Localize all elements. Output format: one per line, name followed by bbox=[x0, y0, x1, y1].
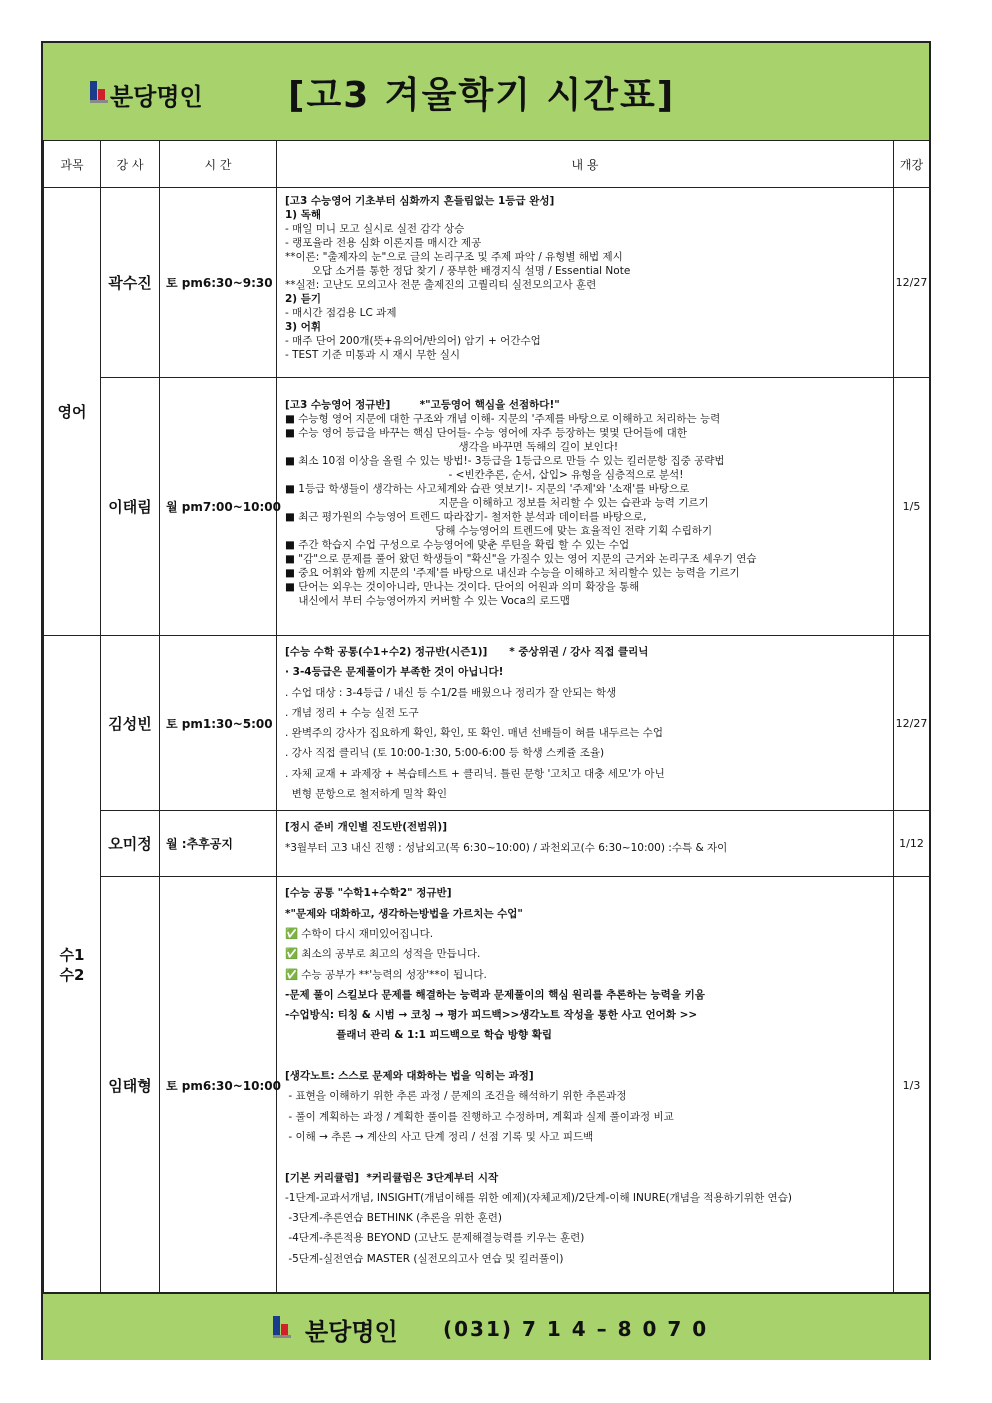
class-description bbox=[277, 636, 894, 811]
description-line: [고3 수능영어 정규반] *"고등영어 핵심을 선점하다!" bbox=[285, 399, 560, 411]
table-row bbox=[44, 188, 930, 378]
class-description bbox=[277, 378, 894, 636]
description-line: ■ 최근 평가원의 수능영어 트렌드 따라잡기- 철저한 분석과 데이터를 바탕으로, bbox=[285, 511, 647, 523]
subject-math bbox=[44, 636, 101, 1294]
class-description bbox=[277, 877, 894, 1294]
description-line: . 자체 교재 + 과제장 + 복습테스트 + 클리닉. 틀린 문항 '고치고 대충 세모'가 아닌 bbox=[285, 767, 665, 780]
description-line: **실전: 고난도 모의고사 전문 출제진의 고퀄리티 실전모의고사 훈련 bbox=[285, 279, 597, 291]
schedule-table bbox=[43, 140, 930, 1294]
col-content: 내 용 bbox=[277, 141, 894, 188]
description-line: . 수업 대상 : 3-4등급 / 내신 등 수1/2를 배웠으나 정리가 잘 안되는 학생 bbox=[285, 686, 617, 699]
description-line: [고3 수능영어 기초부터 심화까지 흔들림없는 1등급 완성] bbox=[285, 195, 555, 207]
col-time: 시 간 bbox=[160, 141, 277, 188]
description-line: 플래너 관리 & 1:1 피드백으로 학습 방향 확립 bbox=[285, 1029, 553, 1042]
col-subject: 과목 bbox=[44, 141, 101, 188]
description-line: · 3-4등급은 문제풀이가 부족한 것이 아닙니다! bbox=[285, 666, 504, 679]
start-date: 12/27 bbox=[894, 188, 930, 378]
class-time: 토 pm6:30~9:30 bbox=[160, 188, 277, 378]
description-line: -5단계-실전연습 MASTER (실전모의고사 연습 및 킬러풀이) bbox=[285, 1252, 564, 1265]
start-date: 1/12 bbox=[894, 811, 930, 877]
description-line: 2) 듣기 bbox=[285, 293, 322, 305]
start-date: 1/3 bbox=[894, 877, 930, 1294]
class-description bbox=[277, 188, 894, 378]
description-line: - 매시간 점검용 LC 과제 bbox=[285, 307, 397, 319]
header-brand: 분당명인 bbox=[110, 83, 203, 111]
description-line: - 표현을 이해하기 위한 추론 과정 / 문제의 조건을 해석하기 위한 추론과정 bbox=[285, 1090, 627, 1103]
description-line: *3월부터 고3 내신 진행 : 성남외고(목 6:30~10:00) / 과천외고(수 6:30~10:00) :수특 & 자이 bbox=[285, 841, 728, 854]
table-row bbox=[44, 811, 930, 877]
subject-math-line2: 수2 bbox=[59, 965, 85, 984]
description-line: 지문을 이해하고 정보를 처리할 수 있는 습관과 능력 기르기 bbox=[285, 497, 709, 509]
footer-phone: (031) 7 1 4 – 8 0 7 0 bbox=[443, 1317, 709, 1341]
description-line: ■ 수능형 영어 지문에 대한 구조와 개념 이해- 지문의 '주제를 바탕으로 이해하고 처리하는 능력 bbox=[285, 413, 721, 425]
description-line: . 완벽주의 강사가 집요하게 확인, 확인, 또 확인. 매년 선배들이 혀를 내두르는 수업 bbox=[285, 727, 663, 740]
footer-banner bbox=[43, 1292, 929, 1360]
description-line: -4단계-추론적용 BEYOND (고난도 문제해결능력를 키우는 훈련) bbox=[285, 1232, 585, 1245]
table-row bbox=[44, 378, 930, 636]
footer-brand: 분당명인 bbox=[305, 1318, 398, 1346]
class-time: 토 pm1:30~5:00 bbox=[160, 636, 277, 811]
class-description bbox=[277, 811, 894, 877]
description-line: . 강사 직접 클리닉 (토 10:00-1:30, 5:00-6:00 등 학생 스케쥴 조율) bbox=[285, 747, 605, 760]
description-line: - 매일 미니 모고 실시로 실전 감각 상승 bbox=[285, 223, 465, 235]
table-header-row bbox=[44, 141, 930, 188]
teacher-name: 이태림 bbox=[101, 378, 160, 636]
description-line: ■ 1등급 학생들이 생각하는 사고체계와 습관 엿보기!- 지문의 '주제'와 '소재'를 바탕으로 bbox=[285, 483, 690, 495]
description-line: - 풀이 계획하는 과정 / 계획한 풀이를 진행하고 수정하며, 계획과 실제 풀이과정 비교 bbox=[285, 1110, 674, 1123]
class-time: 토 pm6:30~10:00 bbox=[160, 877, 277, 1294]
subject-math-line1: 수1 bbox=[59, 945, 85, 964]
class-time: 월 pm7:00~10:00 bbox=[160, 378, 277, 636]
description-line: ■ 단어는 외우는 것이아니라, 만나는 것이다. 단어의 어원과 의미 확장을 통해 bbox=[285, 581, 640, 593]
description-line: 변형 문항으로 철저하게 밀착 확인 bbox=[285, 788, 448, 801]
description-line: ✅ 수능 공부가 **'능력의 성장'**이 됩니다. bbox=[285, 968, 487, 981]
description-line: **이론: "출제자의 눈"으로 글의 논리구조 및 주제 파악 / 유형별 해법 제시 bbox=[285, 251, 623, 263]
brand-logo-icon bbox=[90, 81, 108, 103]
description-line: [수능 공통 "수학1+수학2" 정규반] bbox=[285, 887, 452, 900]
description-line bbox=[285, 1147, 885, 1167]
description-line: [생각노트: 스스로 문제와 대화하는 법을 익히는 과정] bbox=[285, 1070, 534, 1083]
page-title: [고3 겨울학기 시간표] bbox=[288, 75, 676, 116]
description-line bbox=[285, 384, 885, 398]
description-line: 3) 어휘 bbox=[285, 321, 322, 333]
footer-logo-icon bbox=[273, 1316, 291, 1338]
class-time: 월 :추후공지 bbox=[160, 811, 277, 877]
description-line: ✅ 최소의 공부로 최고의 성적을 만듭니다. bbox=[285, 948, 481, 961]
description-line: *"문제와 대화하고, 생각하는방법을 가르치는 수업" bbox=[285, 907, 523, 920]
description-line: 오답 소거를 통한 정답 찾기 / 풍부한 배경지식 설명 / Essential Note bbox=[285, 265, 631, 277]
teacher-name: 김성빈 bbox=[101, 636, 160, 811]
description-line: ■ 주간 학습지 수업 구성으로 수능영어에 맞춘 루틴을 확립 할 수 있는 수업 bbox=[285, 539, 630, 551]
description-line: ■ 최소 10점 이상을 올릴 수 있는 방법!- 3등급을 1등급으로 만들 수 있는 킬러문항 집중 공략법 bbox=[285, 455, 725, 467]
teacher-name: 곽수진 bbox=[101, 188, 160, 378]
description-line: 당해 수능영어의 트렌드에 맞는 효율적인 전략 기획 수립하기 bbox=[285, 525, 713, 537]
description-line: 내신에서 부터 수능영어까지 커버할 수 있는 Voca의 로드맵 bbox=[285, 595, 570, 607]
table-row bbox=[44, 877, 930, 1294]
description-line: - <빈칸추론, 순서, 삽입> 유형을 심층적으로 분석! bbox=[285, 469, 684, 481]
description-line: . 개념 정리 + 수능 실전 도구 bbox=[285, 706, 419, 719]
description-line: 1) 독해 bbox=[285, 209, 322, 221]
start-date: 1/5 bbox=[894, 378, 930, 636]
description-line: -1단계-교과서개념, INSIGHT(개념이해를 위한 예제)(자체교제)/2단계-이해 INURE(개념을 적용하기위한 연습) bbox=[285, 1191, 792, 1204]
description-line: -수업방식: 티칭 & 시범 → 코칭 → 평가 피드백>>생각노트 작성을 통한 사고 언어화 >> bbox=[285, 1009, 698, 1022]
description-line: ■ 수능 영어 등급을 바꾸는 핵심 단어들- 수능 영어에 자주 등장하는 몇몇 단어들에 대한 bbox=[285, 427, 687, 439]
header-banner bbox=[43, 43, 929, 142]
col-open: 개강 bbox=[894, 141, 930, 188]
timetable-page bbox=[41, 41, 931, 1360]
description-line: [수능 수학 공통(수1+수2) 정규반(시즌1)] * 중상위권 / 강사 직접 클리닉 bbox=[285, 646, 649, 658]
start-date: 12/27 bbox=[894, 636, 930, 811]
description-line: - 랭포율라 전용 심화 이론지를 매시간 제공 bbox=[285, 237, 482, 249]
description-line: -3단계-추론연습 BETHINK (추론을 위한 훈련) bbox=[285, 1212, 502, 1225]
description-line: ✅ 수학이 다시 재미있어집니다. bbox=[285, 927, 434, 940]
col-teacher: 강 사 bbox=[101, 141, 160, 188]
teacher-name: 오미정 bbox=[101, 811, 160, 877]
description-line bbox=[285, 1046, 885, 1066]
description-line: ■ "감"으로 문제를 풀어 왔던 학생들이 "확신"을 가질수 있는 영어 지문의 근거와 논리구조 세우기 연습 bbox=[285, 553, 757, 565]
table-row bbox=[44, 636, 930, 811]
description-line: [정시 준비 개인별 진도반(전범위)] bbox=[285, 821, 448, 834]
description-line: -문제 풀이 스킬보다 문제를 해결하는 능력과 문제풀이의 핵심 원리를 추론하는 능력을 키움 bbox=[285, 988, 705, 1001]
description-line: - 이해 → 추론 → 계산의 사고 단계 정리 / 선점 기록 및 사고 피드백 bbox=[285, 1130, 594, 1143]
subject-english: 영어 bbox=[44, 188, 101, 636]
teacher-name: 임태형 bbox=[101, 877, 160, 1294]
description-line: - TEST 기준 미통과 시 재시 무한 실시 bbox=[285, 349, 460, 361]
description-line: ■ 중요 어휘와 함께 지문의 '주제'를 바탕으로 내신과 수능을 이해하고 처리할수 있는 능력을 기르기 bbox=[285, 567, 740, 579]
description-line: [기본 커리큘럼] *커리큘럼은 3단계부터 시작 bbox=[285, 1171, 499, 1184]
description-line: 생각을 바꾸면 독해의 길이 보인다! bbox=[285, 441, 619, 453]
description-line: - 매주 단어 200개(뜻+유의어/반의어) 암기 + 어간수업 bbox=[285, 335, 541, 347]
